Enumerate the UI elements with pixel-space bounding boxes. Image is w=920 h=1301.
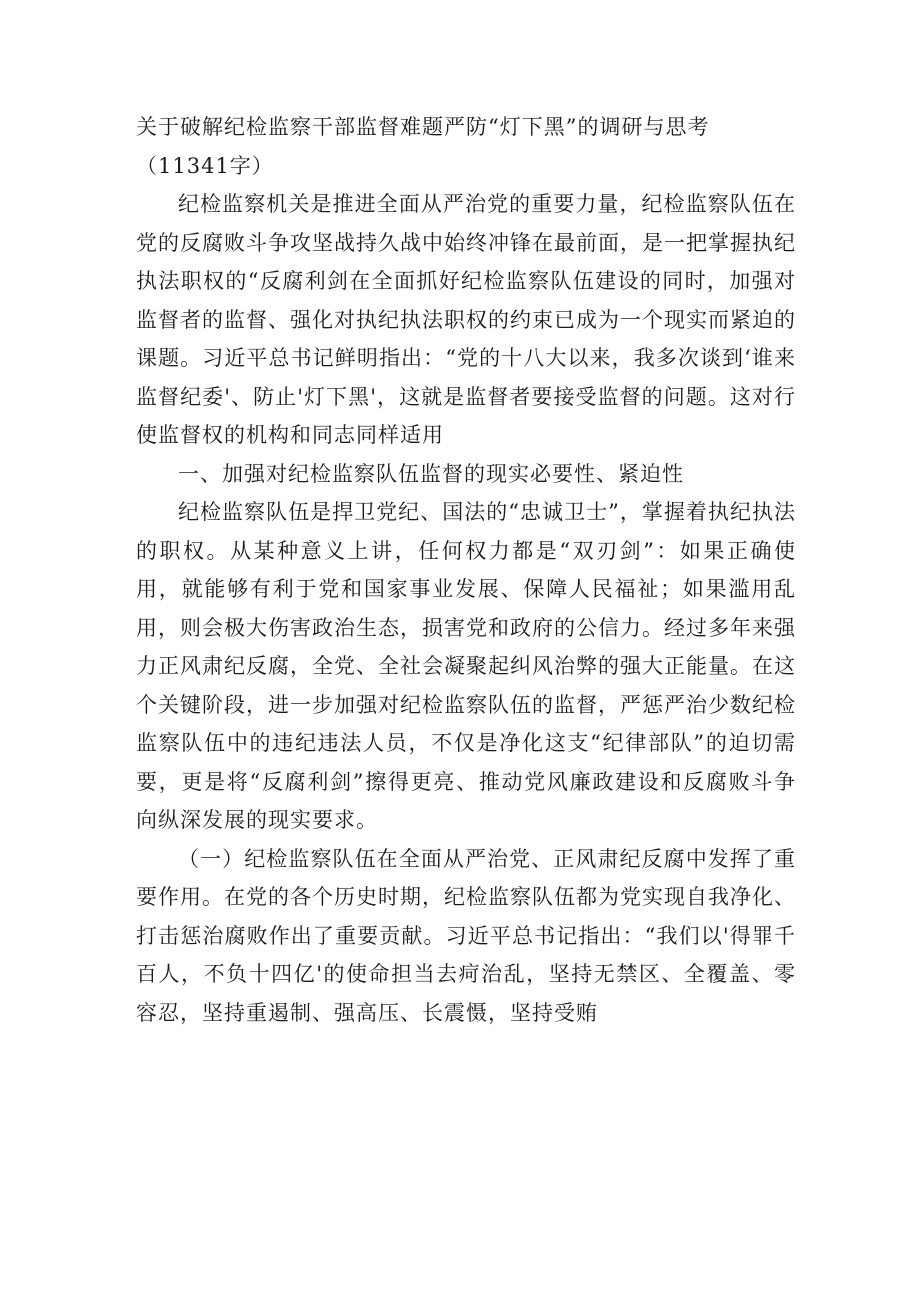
document-body	[136, 108, 796, 1032]
document-title: 关于破解纪检监察干部监督难题严防“灯下黑”的调研与思考（11341字）	[136, 115, 710, 178]
paragraph-section-1: 纪检监察队伍是捍卫党纪、国法的“忠诚卫士”，掌握着执纪执法的职权。从某种意义上讲，任何权力都是“双刃剑”：如果正确使用，就能够有利于党和国家事业发展、保障人民福祉；如果滥用乱用，则会极大伤害政治生态，损害党和政府的公信力。经过多年来强力正风肃纪反腐，全党、全社会凝聚起纠风治弊的强大正能量。在这个关键阶段，进一步加强对纪检监察队伍的监督，严惩严治少数纪检监察队伍中的违纪违法人员，不仅是净化这支“纪律部队”的迫切需要，更是将“反腐利剑”擦得更亮、推动党风廉政建设和反腐败斗争向纵深发展的现实要求。	[136, 500, 796, 832]
paragraph-intro: 纪检监察机关是推进全面从严治党的重要力量，纪检监察队伍在党的反腐败斗争攻坚战持久战中始终冲锋在最前面，是一把掌握执纪执法职权的“反腐利剑在全面抓好纪检监察队伍建设的同时，加强对监督者的监督、强化对执纪执法职权的约束已成为一个现实而紧迫的课题。习近平总书记鲜明指出：“党的十八大以来，我多次谈到‘谁来监督纪委'、防止'灯下黑'，这就是监督者要接受监督的问题。这对行使监督权的机构和同志同样适用	[136, 192, 796, 447]
paragraph-subsection-1: （一）纪检监察队伍在全面从严治党、正风肃纪反腐中发挥了重要作用。在党的各个历史时期，纪检监察队伍都为党实现自我净化、打击惩治腐败作出了重要贡献。习近平总书记指出：“我们以'得罪千百人，不负十四亿'的使命担当去疴治乱，坚持无禁区、全覆盖、零容忍，坚持重遏制、强高压、长震慑，坚持受贿	[136, 846, 796, 1025]
section-heading: 一、加强对纪检监察队伍监督的现实必要性、紧迫性	[178, 461, 684, 486]
